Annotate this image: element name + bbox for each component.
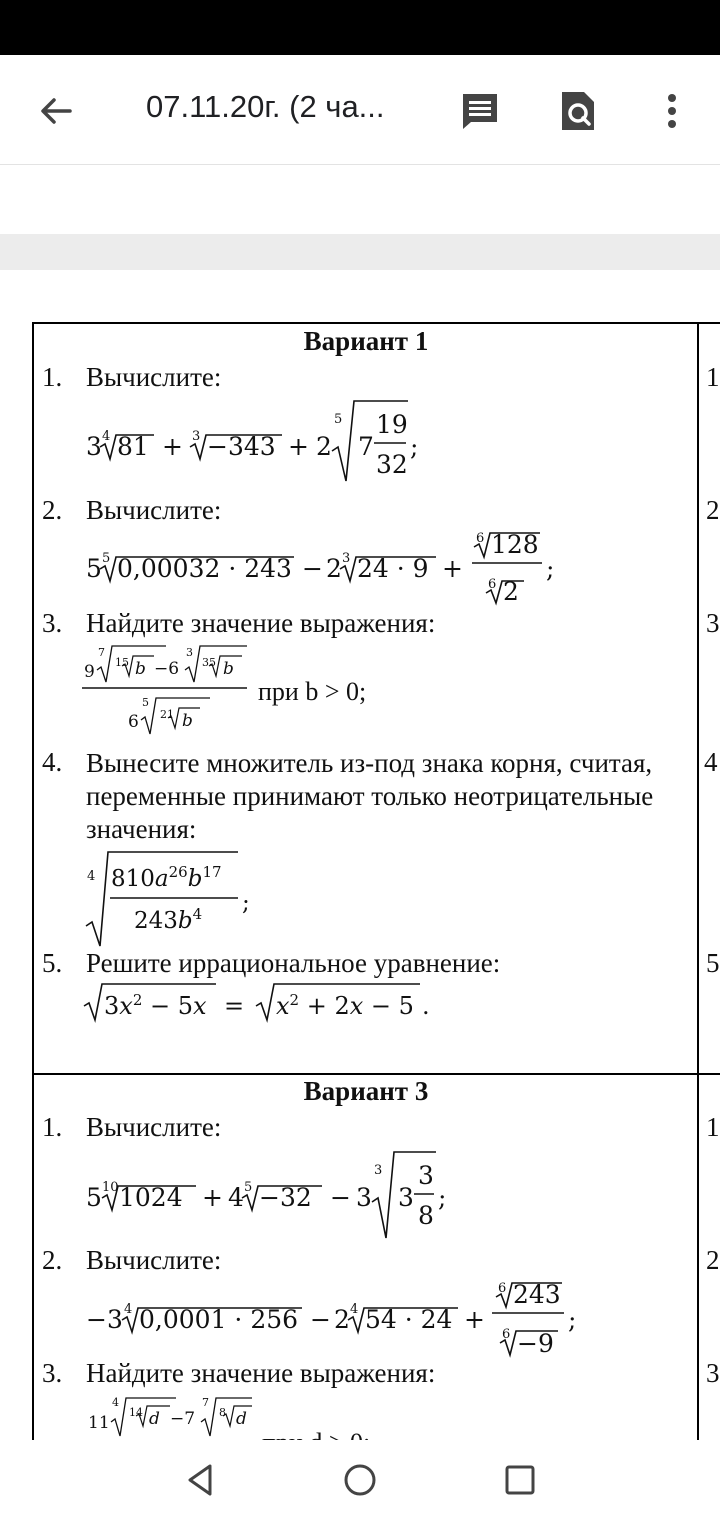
question-text: Вычислите:: [86, 495, 222, 525]
svg-text:6: 6: [128, 712, 139, 732]
svg-text:3: 3: [398, 1183, 414, 1212]
svg-text:5: 5: [86, 554, 102, 583]
page-gap: [0, 166, 720, 234]
svg-text:+: +: [464, 1305, 485, 1334]
side-question-number: 3: [706, 608, 720, 638]
side-question-number: 2: [706, 1245, 720, 1275]
svg-text:24 · 9: 24 · 9: [357, 554, 429, 583]
question-number: 2.: [42, 1245, 63, 1275]
svg-text:2: 2: [334, 1305, 350, 1334]
question-text: Найдите значение выражения:: [86, 1358, 436, 1388]
math-expression: [80, 395, 440, 485]
svg-text:5: 5: [244, 1180, 253, 1195]
question-text: Вычислите:: [86, 1112, 222, 1142]
svg-text:10: 10: [102, 1180, 119, 1195]
svg-text:15: 15: [115, 656, 129, 669]
question-number: 3.: [42, 608, 63, 638]
svg-text:810a26b17: $810a^{26}b^{17}$: [111, 863, 222, 892]
svg-text:b: b: [182, 711, 193, 731]
svg-text:5: 5: [334, 412, 343, 427]
svg-text:21: 21: [160, 708, 174, 721]
math-expression: [86, 1394, 266, 1440]
svg-text:2: 2: [326, 554, 342, 583]
svg-text:7: 7: [202, 1396, 209, 1409]
svg-text:x2 + 2x − 5: $x^2 + 2x - 5$: [276, 991, 414, 1020]
navigation-bar: [0, 1440, 720, 1520]
svg-text:1024: 1024: [119, 1183, 183, 1212]
question-number: 1.: [42, 1112, 63, 1142]
svg-text:0,00032 · 243: 0,00032 · 243: [117, 554, 292, 583]
side-question-number: 1: [706, 1112, 720, 1142]
svg-text:14: 14: [129, 1406, 143, 1419]
svg-text:3: 3: [418, 1161, 434, 1190]
svg-text:−7: −7: [170, 1409, 196, 1429]
svg-text:;: ;: [410, 432, 419, 461]
svg-text:2: 2: [503, 577, 519, 606]
svg-text:4: 4: [112, 1396, 119, 1409]
comments-icon[interactable]: [458, 89, 502, 133]
svg-text:;: ;: [438, 1183, 447, 1212]
back-arrow-icon[interactable]: [36, 91, 76, 131]
math-expression: [80, 525, 580, 609]
page-separator: [0, 234, 720, 270]
variant-title: Вариант 3: [303, 1076, 429, 1106]
variant-title: Вариант 1: [303, 326, 429, 356]
svg-text:6: 6: [488, 577, 497, 592]
svg-text:81: 81: [117, 432, 149, 461]
nav-home-icon[interactable]: [342, 1462, 378, 1498]
svg-text:243: 243: [513, 1280, 561, 1309]
svg-text:=: =: [224, 992, 245, 1020]
svg-text:5: 5: [102, 551, 111, 566]
status-bar: [0, 0, 720, 55]
svg-text:6: 6: [476, 531, 485, 546]
math-expression: [82, 976, 462, 1028]
question-number: 3.: [42, 1358, 63, 1388]
svg-text:6: 6: [502, 1327, 511, 1342]
side-question-number: 2: [706, 495, 720, 525]
question-text: Вынесите множитель из-под знака корня, считая, переменные принимают только неотрицательные значения:: [86, 748, 654, 844]
question-text: Вычислите:: [86, 1245, 222, 1275]
svg-text:3: 3: [374, 1163, 383, 1178]
svg-text:d: d: [149, 1409, 160, 1429]
svg-text:d: d: [236, 1409, 247, 1429]
svg-text:;: ;: [568, 1305, 577, 1334]
find-in-page-icon[interactable]: [556, 89, 600, 133]
svg-text:3: 3: [86, 432, 102, 461]
svg-text:;: ;: [546, 554, 555, 583]
svg-text:19: 19: [376, 410, 408, 439]
svg-text:−: −: [330, 1183, 351, 1212]
svg-text:8: 8: [418, 1201, 434, 1230]
svg-text:−: −: [302, 554, 323, 583]
svg-text:35: 35: [202, 656, 216, 669]
svg-text:4: 4: [350, 1302, 359, 1317]
math-expression: [82, 848, 282, 948]
svg-text:+: +: [202, 1183, 223, 1212]
svg-text:7: 7: [98, 646, 105, 659]
nav-back-icon[interactable]: [182, 1462, 218, 1498]
svg-text:−6: −6: [154, 659, 180, 679]
svg-text:;: ;: [242, 890, 250, 916]
svg-text:3: 3: [192, 429, 201, 444]
svg-text:−: −: [310, 1305, 331, 1334]
question-number: 2.: [42, 495, 63, 525]
math-expression: [80, 1142, 460, 1242]
table-border-column: [697, 322, 699, 1440]
condition-text: при b > 0;: [258, 677, 367, 706]
table-border-row: [32, 1073, 720, 1075]
question-text: Вычислите:: [86, 362, 222, 392]
question-number: 5.: [42, 948, 63, 978]
svg-text:3: 3: [356, 1183, 372, 1212]
math-expression: [82, 642, 257, 740]
nav-recents-icon[interactable]: [502, 1462, 538, 1498]
svg-text:243b4: $243b^4$: [134, 905, 203, 934]
table-border-left: [32, 322, 34, 1440]
app-bar: [0, 55, 720, 165]
svg-text:11: 11: [88, 1413, 110, 1433]
svg-text:3: 3: [342, 551, 351, 566]
question-number: 4.: [42, 747, 63, 777]
svg-text:+: +: [162, 432, 183, 461]
svg-text:4: 4: [87, 869, 96, 884]
svg-text:3: 3: [186, 646, 193, 659]
question-text: Найдите значение выражения:: [86, 608, 436, 638]
svg-text:−32: −32: [259, 1183, 312, 1212]
svg-text:−9: −9: [517, 1329, 554, 1358]
table-border-top: [32, 322, 720, 324]
svg-text:54 · 24: 54 · 24: [365, 1305, 453, 1334]
svg-text:5: 5: [86, 1183, 102, 1212]
document-page[interactable]: [0, 270, 720, 1440]
svg-text:b: b: [223, 659, 234, 679]
svg-text:128: 128: [491, 530, 539, 559]
svg-text:−343: −343: [207, 432, 276, 461]
svg-text:7: 7: [358, 432, 374, 461]
svg-text:4: 4: [228, 1183, 244, 1212]
svg-text:4: 4: [102, 429, 111, 444]
math-expression: [80, 1275, 590, 1361]
question-number: 1.: [42, 362, 63, 392]
svg-text:6: 6: [498, 1281, 507, 1296]
svg-text:2: 2: [316, 432, 332, 461]
side-question-number: 4: [704, 747, 718, 777]
side-question-number: 1: [706, 362, 720, 392]
svg-text:5: 5: [142, 696, 149, 709]
side-question-number: 3: [706, 1358, 720, 1388]
svg-text:+: +: [288, 432, 309, 461]
svg-text:8: 8: [219, 1406, 226, 1419]
more-vert-icon[interactable]: [650, 89, 694, 133]
svg-text:.: .: [422, 992, 430, 1020]
svg-text:b: b: [135, 659, 146, 679]
svg-text:32: 32: [376, 450, 408, 479]
svg-text:3x2 − 5x: $3x^2 - 5x$: [104, 991, 207, 1020]
svg-text:9: 9: [84, 662, 95, 682]
question-text: Решите иррациональное уравнение:: [86, 948, 501, 978]
side-question-number: 5: [706, 948, 720, 978]
svg-text:+: +: [442, 554, 463, 583]
document-title: 07.11.20г. (2 ча...: [146, 89, 385, 124]
svg-text:0,0001 · 256: 0,0001 · 256: [139, 1305, 299, 1334]
svg-text:−3: −3: [86, 1305, 123, 1334]
svg-text:4: 4: [124, 1302, 133, 1317]
